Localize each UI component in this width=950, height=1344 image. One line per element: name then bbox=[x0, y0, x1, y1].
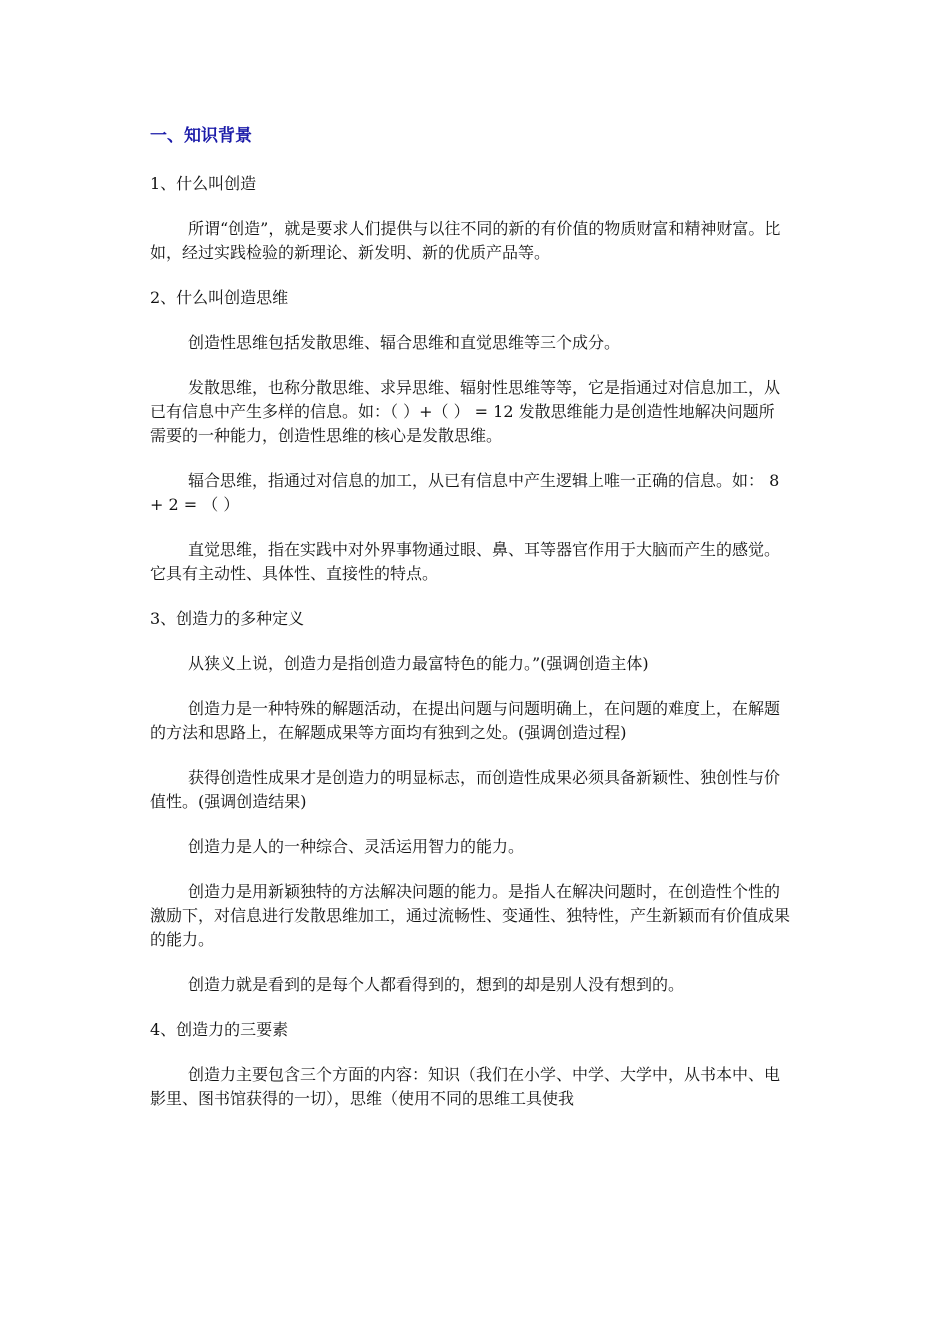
paragraph-convergent-thinking: 辐合思维，指通过对信息的加工，从已有信息中产生逻辑上唯一正确的信息。如： 8 + 2 = （ ） bbox=[150, 471, 780, 514]
paragraph-intuitive-thinking: 直觉思维，指在实践中对外界事物通过眼、鼻、耳等器官作用于大脑而产生的感觉。它具有主动性、具体性、直接性的特点。 bbox=[150, 540, 781, 583]
paragraph-divergent-thinking: 发散思维，也称分散思维、求异思维、辐射性思维等等，它是指通过对信息加工，从已有信息中产生多样的信息。如：（ ）+（ ） = 12 发散思维能力是创造性地解决问题所需要的一种能力，创造性思维的核心是发散思维。 bbox=[150, 378, 781, 445]
paragraph-definition-problem-solving: 创造力是用新颖独特的方法解决问题的能力。是指人在解决问题时，在创造性个性的激励下，对信息进行发散思维加工，通过流畅性、变通性、独特性，产生新颖而有价值成果的能力。 bbox=[150, 882, 791, 949]
paragraph-definition-intelligence: 创造力是人的一种综合、灵活运用智力的能力。 bbox=[188, 837, 525, 856]
paragraph-definition-process: 创造力是一种特殊的解题活动，在提出问题与问题明确上，在问题的难度上，在解题的方法和思路上，在解题成果等方面均有独到之处。(强调创造过程) bbox=[150, 699, 781, 742]
subheading-3: 3、创造力的多种定义 bbox=[150, 609, 305, 628]
paragraph-creative-thinking-components: 创造性思维包括发散思维、辐合思维和直觉思维等三个成分。 bbox=[188, 333, 621, 352]
paragraph-three-elements: 创造力主要包含三个方面的内容：知识（我们在小学、中学、大学中，从书本中、电影里、图书馆获得的一切），思维（使用不同的思维工具使我 bbox=[150, 1065, 781, 1108]
subheading-1: 1、什么叫创造 bbox=[150, 174, 257, 193]
paragraph-definition-seeing: 创造力就是看到的是每个人都看得到的，想到的却是别人没有想到的。 bbox=[188, 975, 685, 994]
paragraph-creation-definition: 所谓“创造”，就是要求人们提供与以往不同的新的有价值的物质财富和精神财富。比如，经过实践检验的新理论、新发明、新的优质产品等。 bbox=[150, 219, 781, 262]
document-page bbox=[150, 124, 790, 1132]
section-title: 一、知识背景 bbox=[150, 126, 252, 146]
subheading-2: 2、什么叫创造思维 bbox=[150, 288, 289, 307]
subheading-4: 4、创造力的三要素 bbox=[150, 1020, 289, 1039]
paragraph-definition-subject: 从狭义上说，创造力是指创造力最富特色的能力。”(强调创造主体) bbox=[188, 654, 649, 673]
paragraph-definition-result: 获得创造性成果才是创造力的明显标志，而创造性成果必须具备新颖性、独创性与价值性。(强调创造结果) bbox=[150, 768, 781, 811]
